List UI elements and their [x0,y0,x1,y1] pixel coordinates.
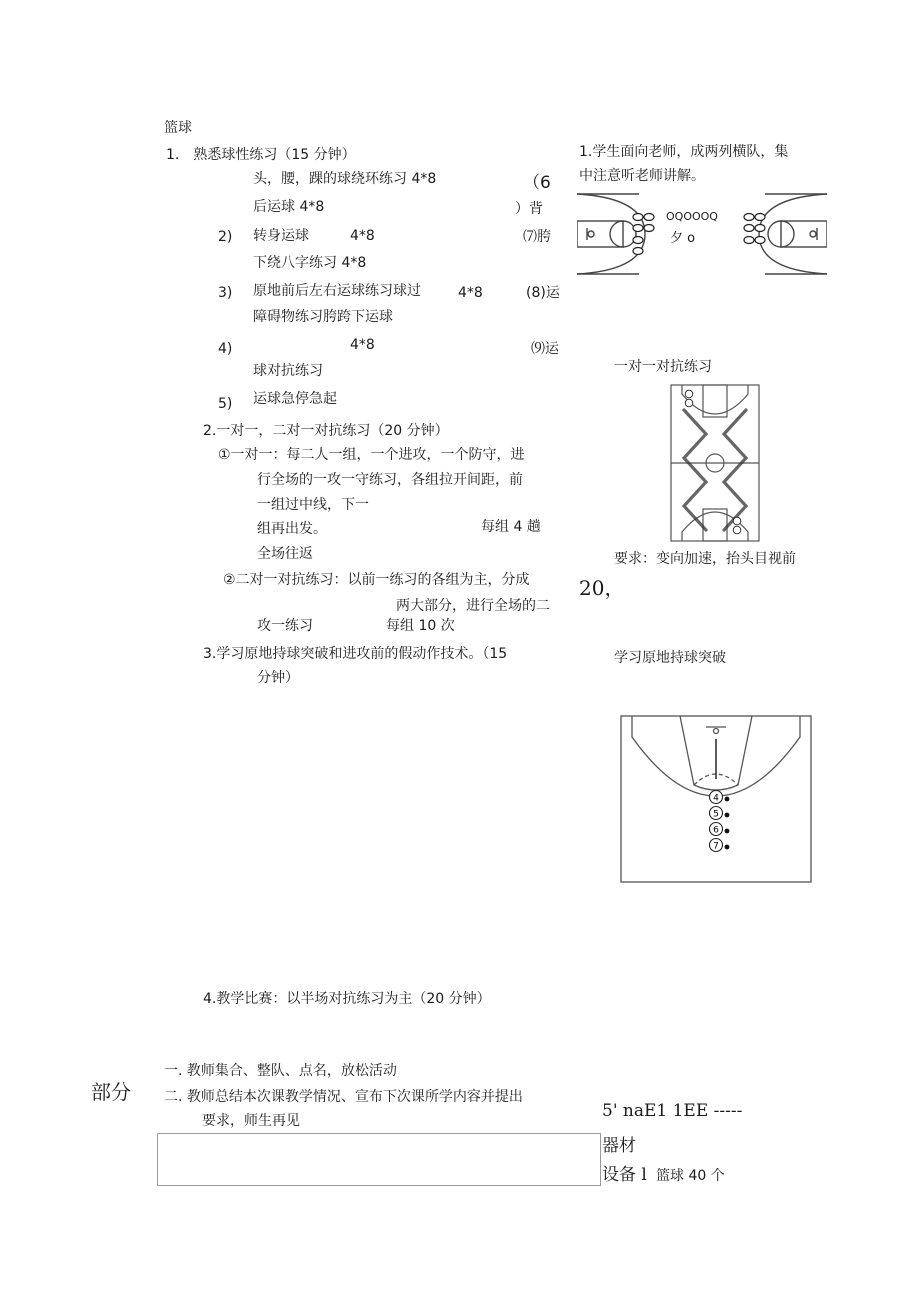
player-marker-label: 6 [713,825,719,836]
paragraph-line: ②二对一对抗练习：以前一练习的各组为主，分成 [223,572,530,588]
section-1-heading: 1. 熟悉球性练习（15 分钟） [166,147,356,163]
closing-item: 一. 教师集合、整队、点名，放松活动 [164,1063,397,1079]
equipment-value: 篮球 40 个 [656,1168,725,1184]
drill-line: 头，腰，踝的球绕环练习 4*8 [253,171,437,187]
device-label: 设备 l [602,1165,647,1185]
drill-line: 后运球 4*8 [253,199,325,215]
ball-dot [725,797,730,802]
ball-dot [725,845,730,850]
drill-side-note: ⑼运 [531,341,559,357]
section-3-heading: 3.学习原地持球突破和进攻前的假动作技术。（15 [203,646,508,662]
notes-box [157,1133,601,1186]
drill-side-note: (8)运 [526,285,560,301]
paragraph-line: ①一对一：每二人一组，一个进攻，一个防守，进 [218,447,525,463]
drill-number: 4) [218,341,233,357]
drill-side-note: ）背 [515,201,543,217]
ball-dot [725,813,730,818]
drill-number: 5) [218,396,233,412]
drill-line: 运球急停急起 [253,391,337,407]
section-4-heading: 4.教学比赛：以半场对抗练习为主（20 分钟） [203,991,491,1007]
drill-side-note: ⑺胯 [523,229,551,245]
drill-count: 4*8 [458,285,483,301]
paragraph-line: 两大部分，进行全场的二 [396,598,550,614]
drill-count: 4*8 [350,337,375,353]
paragraph-line: 全场往返 [257,546,313,562]
requirement-number: 20， [579,576,625,600]
drill-diagram-title: 学习原地持球突破 [614,650,726,666]
paragraph-line: 攻一练习 [257,618,313,634]
formation-diagram [577,190,827,278]
drill-side-note: （6 [523,173,551,193]
drill-number: 3) [218,285,233,301]
drill-diagram-title: 一对一对抗练习 [614,359,712,375]
player-marker-label: 5 [713,809,719,820]
closing-item: 要求，师生再见 [202,1113,300,1129]
drill-line: 球对抗练习 [253,363,323,379]
paragraph-line: 一组过中线，下一 [257,497,369,513]
paragraph-line: 分钟） [257,670,299,686]
drill-count: 4*8 [350,228,375,244]
drill-line: 原地前后左右运球练习球过 [253,283,421,299]
formation-label: OQOOOQ [666,210,718,223]
closing-item: 二. 教师总结本次课教学情况、宣布下次课所学内容并提出 [164,1089,523,1105]
page-title: 篮球 [164,120,192,136]
section-2-heading: 2.一对一，二对一对抗练习（20 分钟） [203,423,449,439]
paragraph-line: 行全场的一攻一守练习，各组拉开间距，前 [257,472,523,488]
formation-note: 1.学生面向老师，成两列横队，集 [579,144,789,160]
drill-line: 下绕八字练习 4*8 [253,255,367,271]
paragraph-line: 组再出发。 [257,521,327,537]
section-label: 部分 [91,1080,131,1104]
paragraph-note: 每组 4 趟 [481,519,541,535]
player-marker-label: 4 [713,793,719,804]
requirement-note: 要求：变向加速，抬头目视前 [614,551,796,567]
formation-note: 中注意听老师讲解。 [579,168,705,184]
ball-dot [725,829,730,834]
equipment-label: 器材 [602,1136,636,1156]
player-marker-label: 7 [713,841,719,852]
drill-line: 转身运球 [253,228,309,244]
scanned-artifact-text: 5' naE1 1EE ----- [602,1101,743,1121]
drill-number: 2) [218,229,233,245]
formation-label: 夕 o [670,231,696,246]
paragraph-note: 每组 10 次 [386,618,455,634]
drill-line: 障碍物练习胯跨下运球 [253,309,393,325]
full-court-diagram [670,384,760,542]
half-court-diagram [620,715,812,883]
